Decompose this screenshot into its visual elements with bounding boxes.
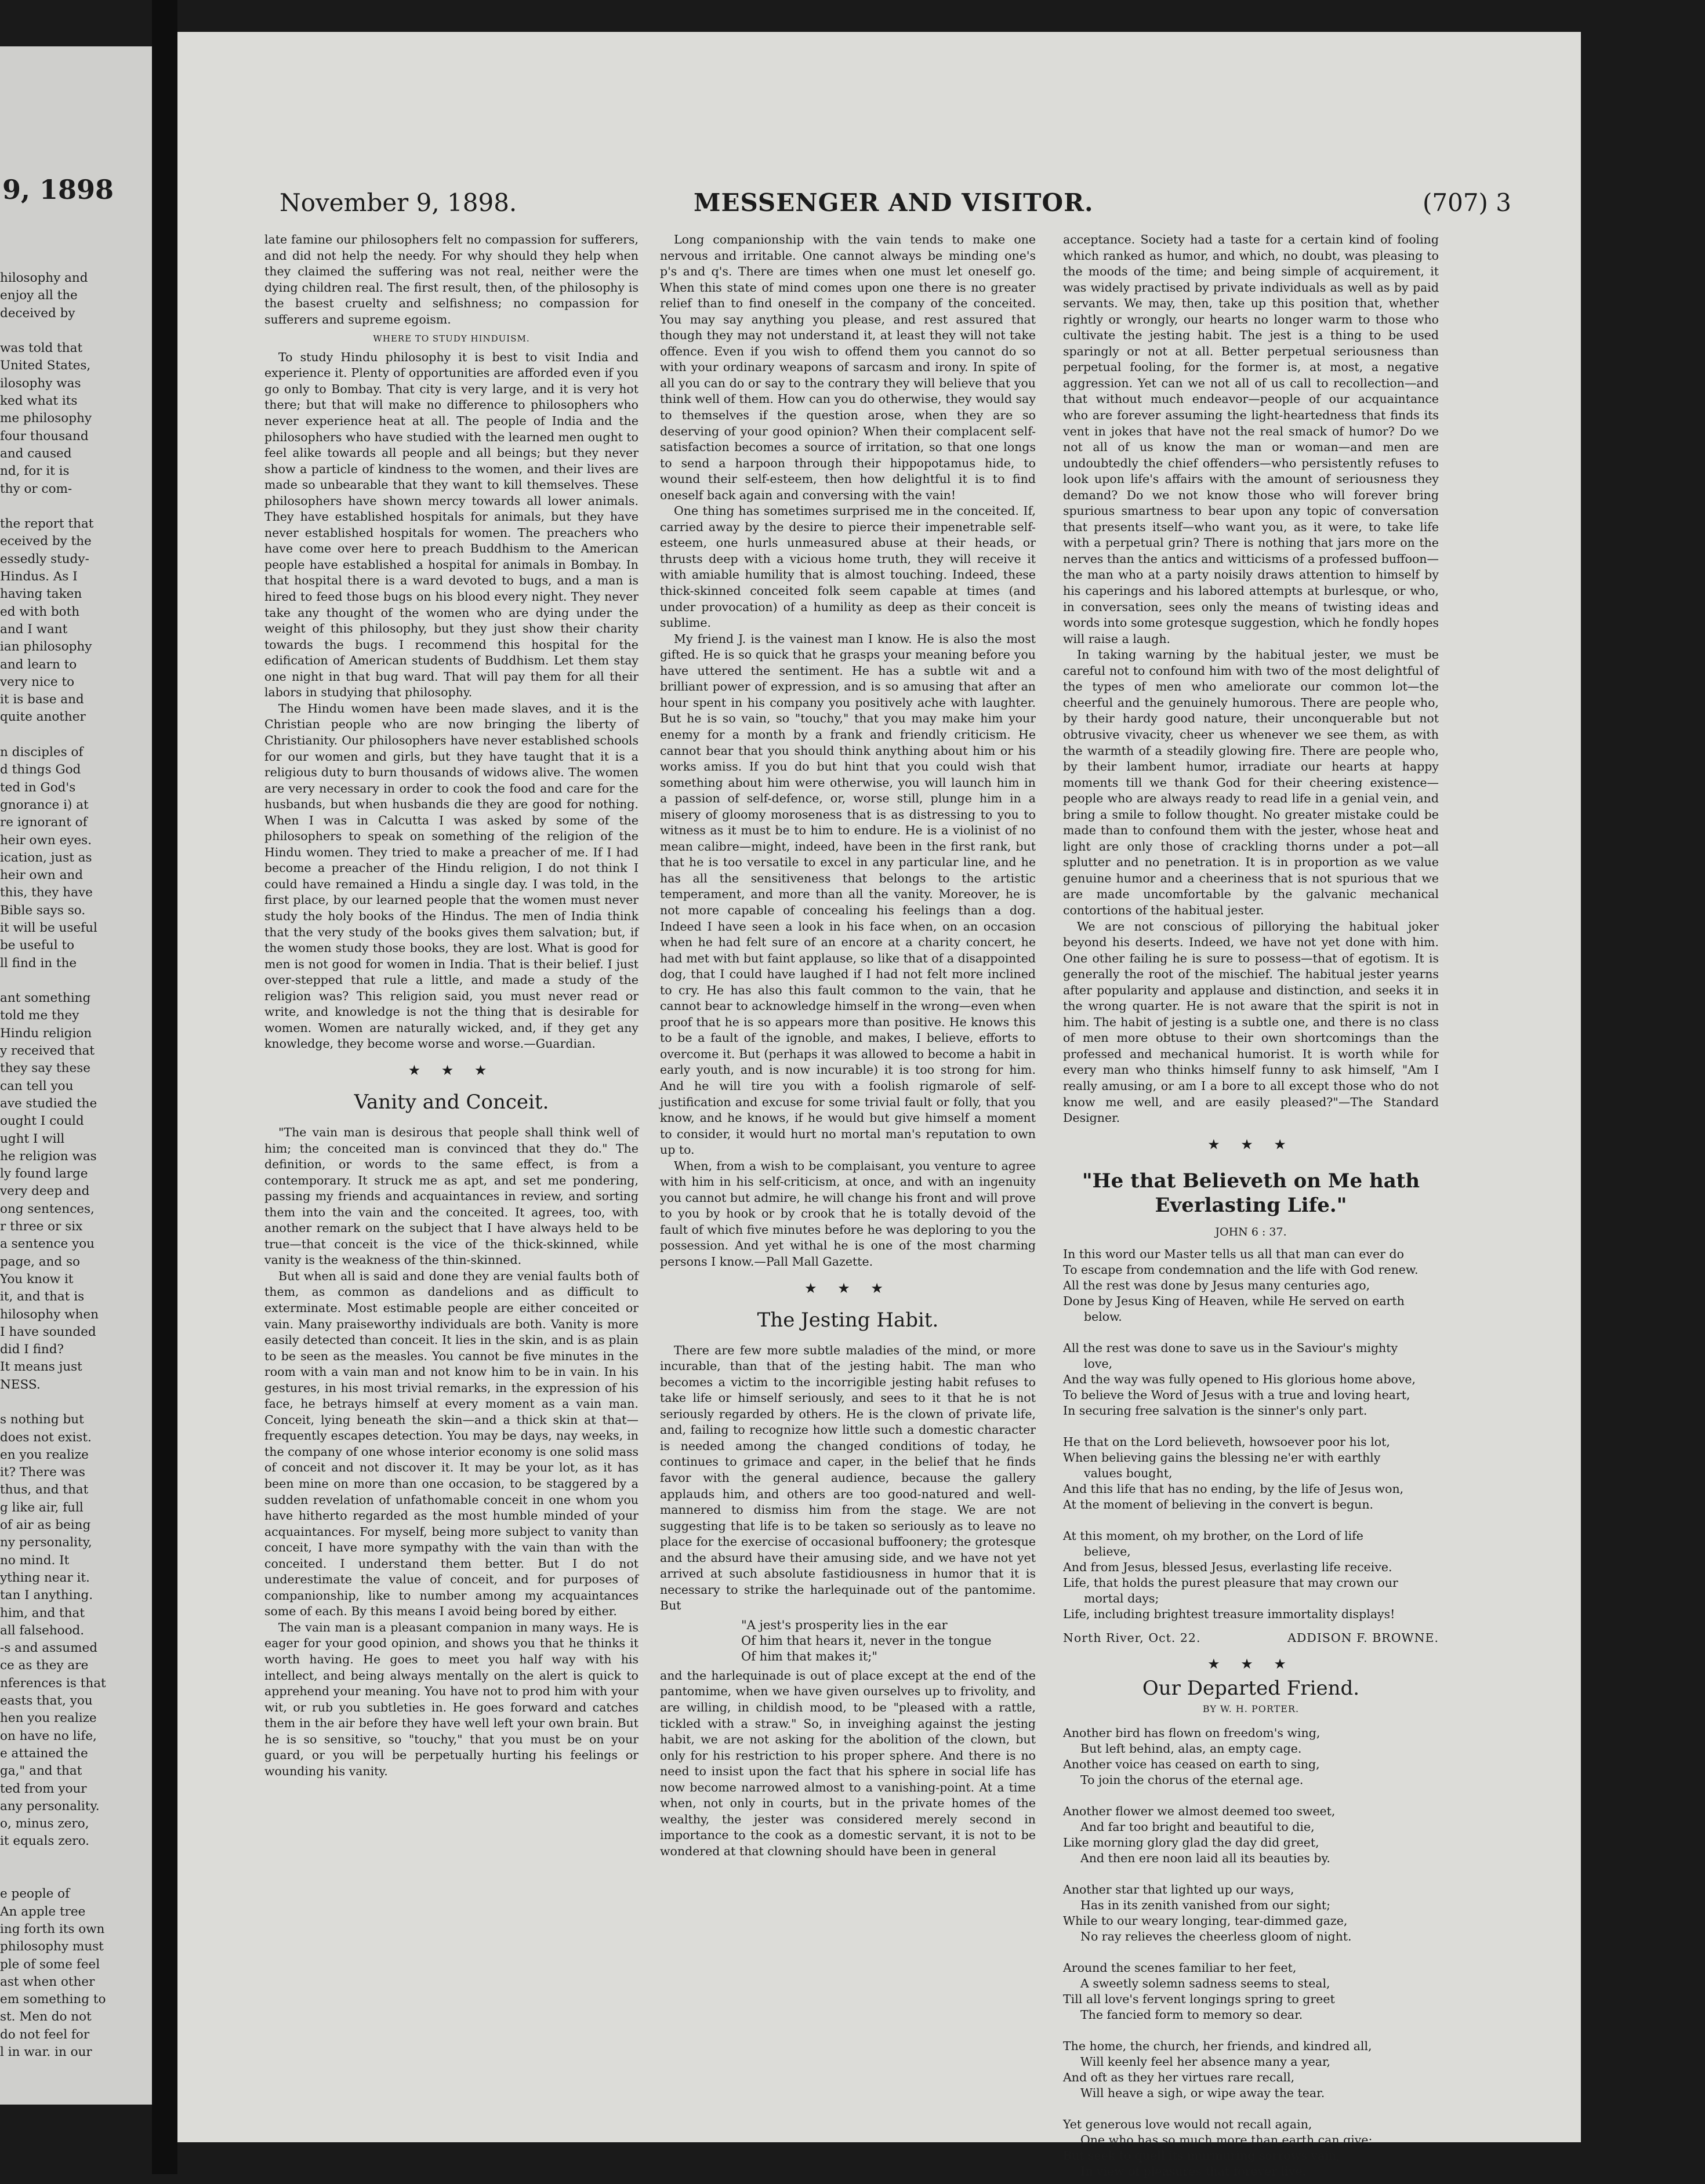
text-line: r three or six [0,1219,83,1234]
text-line: believe, [1084,1544,1131,1558]
text-line: philosophy must [0,1939,104,1954]
book-gutter [152,0,177,2174]
paragraph: and the harlequinade is out of place except at the end of the pantomime, when we have given ourselves up to frivolity, and are willing, in childish mood, to be "pleased with a rattle, tickled with a straw." So, in inveighing against the jesting habit, we are not asking for the abolition of the clown, but only for his restriction to his proper sphere. And there is no need to insist upon the fact that his sphere in social life has now become narrowed almost to a vanishing-point. At a time when, not only in courts, but in the private homes of the wealthy, the jester was considered merely second in importance to the cook as a domestic servant, it is not to be wondered at that clowning should have been in general [660,1668,1036,1858]
paragraph: "The vain man is desirous that people shall think well of him; the conceited man is convinced that they do." The definition, or words to the same effect, is from a contemporary. It struck me as apt, and set me pondering, passing my friends and acquaintances in review, and sorting them into the vain and the conceited. It agrees, too, with another remark on the subject that I have always held to be true—that conceit is the vice of the thick-skinned, while vanity is the weakness of the thin-skinned. [264,1125,639,1267]
hymn-text [1063,1247,1439,1622]
text-line [1063,1513,1439,1528]
text-line: very deep and [0,1184,90,1199]
text-line: All the rest was done by Jesus many centuries ago, [1063,1278,1370,1292]
text-line [1063,1788,1439,1804]
text-line: be useful to [0,938,75,953]
text-line: ian philosophy [0,639,92,655]
text-line: love, [1084,1356,1113,1371]
text-line: ll find in the [0,955,77,971]
place-date: North River, Oct. 22. [1063,1630,1201,1645]
text-line: He that on the Lord believeth, howsoever poor his lot, [1063,1434,1390,1449]
text-line: very nice to [0,674,75,689]
text-line: tan I anything. [0,1588,93,1603]
text-line: But seek to quell its murmuring sorrows vain, [1063,2148,1340,2163]
text-line: do not feel for [0,2027,90,2042]
text-line: ed with both [0,604,80,619]
text-line: ted from your [0,1781,87,1796]
text-line [1063,2023,1439,2038]
text-line: told me they [0,1008,79,1023]
text-line [1063,1419,1439,1434]
paragraph: To study Hindu philosophy it is best to visit India and experience it. Plenty of opportunities are afforded even if you go only to Bombay. That city is very large, and it is very hot there; but that will make no difference to philosophers who never experience heat at all. The people of India and the philosophers who have studied with the learned men ought to feel alike towards all people and all beings; but they never show a particle of kindness to the women, and their lives are made so unbearable that they want to kill themselves. These philosophers have shown mercy towards all lower animals. They have established hospitals for animals, but they have never established hospitals for women. The preachers who have come over here to preach Buddhism to the American people have established a hospital for animals in Bombay. In that hospital there is a ward devoted to bugs, and a man is hired to feed those bugs on his blood every night. They never take any thought of the women who are dying under the weight of this philosophy, but they just show their charity towards the bugs. I recommend this hospital for the edification of American students of Buddhism. Let them stay one night in that bug ward. That will pay them for all their labors in studying that philosophy. [264,350,639,700]
page-number: (707) 3 [1422,188,1511,217]
column-1 [264,232,639,1779]
text-line: To join the chorus of the eternal age. [1080,1772,1304,1787]
quote-line: Of him that makes it;" [741,1649,878,1663]
article-heading: "He that Believeth on Me hath Everlasting Life." [1082,1169,1420,1218]
text-line: gnorance i) at [0,797,89,812]
ornament-divider: ★ ★ ★ [408,1062,495,1078]
text-line: the report that [0,517,94,532]
text-line [1063,1325,1439,1340]
ornament-divider: ★ ★ ★ [1207,1656,1294,1673]
paragraph: My friend J. is the vainest man I know. He is also the most gifted. He is so quick that he grasps your meaning before you have uttered the sentiment. He has a subtle wit and a brilliant power of expression, and is so amusing that after an hour spent in his company you positively ache with laughter. But he is so vain, so "touchy," that you may make him your enemy for a month by a frank and friendly criticism. He cannot bear that you should think anything about him or his works amiss. If you do but hint that you could wish that something about him were otherwise, you will launch him in a passion of self-defence, or, worse still, plunge him in a misery of gloomy moroseness that is as distressing to you to witness as it must be to him to endure. He is a violinist of no mean calibre—might, indeed, have been in the first rank, but that he is too versatile to excel in any particular line, and he has all the sensitiveness that belongs to the artistic temperament, and more than all the vanity. Moreover, he is not more capable of concealing his feelings than a dog. Indeed I have seen a look in his face when, on an occasion when he had felt sure of an encore at a charity concert, he had met with but faint applause, so like that of a disappointed dog, that I could have laughed if I had not felt more inclined to cry. He has also this fault common to the vain, that he cannot bear to acknowledge himself in the wrong—even when proof that he is so appears more than positive. He knows this to be a fault of the ignoble, and makes, I believe, efforts to overcome it. But (perhaps it was allowed to become a habit in early youth, and is now incurable) it is too strong for him. And he will tire you with a foolish rigmarole of self-justification and excuse for some trivial fault or folly, that you know, and he knows, if he would but give himself a moment to consider, it would hurt no mortal man's reputation to own up to. [660,631,1036,1157]
text-line: ny personality, [0,1535,92,1550]
text-line: ce as they are [0,1658,89,1673]
text-line: this, they have [0,885,93,900]
text-line: ple of some feel [0,1957,100,1972]
text-line: easts that, you [0,1694,93,1709]
text-line: and learn to [0,657,77,672]
text-line: ilosophy was [0,376,81,391]
text-line: In view of pleasures that forever live. [1080,2164,1306,2178]
text-line: At the moment of believing in the convert is begun. [1063,1497,1374,1511]
text-line: Has in its zenith vanished from our sight; [1080,1898,1331,1912]
text-line: page, and so [0,1254,80,1269]
quote-line: "A jest's prosperity lies in the ear [741,1618,948,1632]
text-line: and I want [0,622,68,637]
text-line: heir own and [0,868,84,883]
text-line: At this moment, oh my brother, on the Lord of life [1063,1528,1363,1543]
text-line: No ray relieves the cheerless gloom of night. [1080,1929,1352,1943]
text-line: Another voice has ceased on earth to sing, [1063,1757,1320,1771]
text-line: Another bird has flown on freedom's wing, [1063,1725,1321,1740]
text-line: ast when other [0,1974,95,1989]
text-line: And far too bright and beautiful to die, [1080,1819,1315,1834]
text-line: Life, that holds the purest pleasure that may crown our [1063,1575,1398,1590]
text-line: ought I could [0,1114,84,1129]
paragraph: We are not conscious of pillorying the habitual joker beyond his deserts. Indeed, we have not yet done with him. One other failing he is sure to possess—that of egotism. It is generally the root of the mischief. The habitual jester yearns after popularity and applause and distinction, and seeks it in the wrong quarter. He is not aware that the spirit is not in him. The habit of jesting is a subtle one, and there is no class of men more obtuse to their own shortcomings than the professed and mechanical humorist. It is worth while for every man who thinks himself funny to ask himself, "Am I really amusing, or am I a bore to all except those who do not know me well, and are easily pleased?"—The Standard Designer. [1063,919,1439,1125]
text-line: e people of [0,1887,70,1902]
text-line [0,1868,145,1885]
text-line: And then ere noon laid all its beauties by. [1080,1851,1330,1865]
text-line: ted in God's [0,780,76,795]
paragraph: The vain man is a pleasant companion in many ways. He is eager for your good opinion, and shows you that he thinks it worth having. He goes to meet you half way with his intellect, and being always mentally on the alert is quick to apprehend your meaning. You have not to prod him with your wit, or rub you subtleties in. He goes forward and catches them in the air before they have well left your own brain. But he is so sensitive, so "touchy," that you must be on your guard, or you will be perpetually hurting his feelings or wounding his vanity. [264,1620,639,1778]
text-line: You know it [0,1271,74,1287]
text-line: it is base and [0,692,84,707]
text-line: To escape from condemnation and the life with God renew. [1063,1262,1419,1277]
text-line: An apple tree [0,1904,86,1919]
text-line: four thousand [0,428,89,444]
text-line: was told that [0,341,83,356]
paragraph: But when all is said and done they are venial faults both of them, as common as dandelions and as difficult to exterminate. Most estimable people are either conceited or vain. Many praiseworthy individuals are both. Vanity is more easily detected than conceit. It lies in the skin, and is as plain to be seen as the measles. You cannot be five minutes in the room with a vain man and not know him to be in vain. In his gestures, in his most trivial remarks, in the expression of his face, he betrays himself at every moment as a vain man. Conceit, lying beneath the skin—and a thick skin at that—frequently escapes detection. You may be days, nay weeks, in the company of one whose interior economy is one solid mass of conceit and not discover it. It may be your lot, as it has been mine on more than one occasion, to be staggered by a sudden revelation of unfathomable conceit in one whom you have hitherto regarded as the most humble minded of your acquaintances. For myself, being more subject to vanity than conceit, I have more sympathy with the vain than with the conceited. I understand them better. But I do not underestimate the value of conceit, and for purposes of companionship, like to number among my acquaintances some of each. By this means I avoid being bored by either. [264,1269,639,1619]
text-line: any personality. [0,1798,100,1814]
text-line: And from Jesus, blessed Jesus, everlasting life receive. [1063,1560,1392,1574]
text-line: United States, [0,358,91,373]
text-line: In this word our Master tells us all that man can ever do [1063,1247,1404,1261]
facing-page-header: 9, 1898 [2,174,114,205]
ornament-divider: ★ ★ ★ [1207,1136,1294,1153]
paragraph: The Hindu women have been made slaves, and it is the Christian people who are now bringing the liberty of Christianity. Our philosophers have never established schools for our women and girls, but they have taught that it is a religious duty to burn thousands of widows alive. The women are very necessary in order to cook the food and care for the husbands, but when husbands die they are good for nothing. When I was in Calcutta I was asked by some of the philosophers to speak on something of the religion of the Hindu women. They tried to make a preacher of me. If I had become a preacher of the Hindu religion, I do not think I could have remained a Hindu a single day. I was told, in the first place, by our learned people that the women must never study the holy books of the Hindus. The men of India think that the very study of the books gives them salvation; but, if the women study those books, they are lost. What is good for men is not good for women in India. That is their belief. I just over-stepped that rule a little, and made a study of the religion was? This religion said, you must never read or write, and knowledge is not the thing that is desirable for women. Women are naturally wicked, and, if they get any knowledge, they become worse and worse.—Guardian. [264,701,639,1051]
article-heading: The Jesting Habit. [757,1309,939,1332]
text-line: Like morning glory glad the day did greet, [1063,1835,1319,1849]
facing-page-fragment [0,46,152,2105]
text-line: Bible says so. [0,903,86,918]
text-line: In securing free salvation is the sinner's only part. [1063,1403,1367,1418]
paragraph: In taking warning by the habitual jester, we must be careful not to confound him with two of the most delightful of the types of men who ameliorate our common lot—the cheerful and the genuinely humorous. There are people who, by their hardy good nature, their unconquerable but not obtrusive vivacity, cheer us whenever we see them, as with the warmth of a steadily glowing fire. There are people who, by their lambent humor, irradiate our hearts at happy moments till we thank God for their cheering existence—people who are always ready to read life in a genial vein, and bring a smile to follow thought. No greater mistake could be made than to confound them with the jester, whose heat and light are only those of crackling thorns under a pot—all splutter and no penetration. It is in proportion as we value genuine humor and a cheeriness that is not spurious that we are made uncomfortable by the galvanic mechanical contortions of the habitual jester. [1063,648,1439,917]
paragraph: One thing has sometimes surprised me in the conceited. If, carried away by the desire to pierce their impenetrable self-esteem, one hurls unmeasured abuse at their heads, or thrusts deep with a vicious home truth, they will receive it with amiable humility that is almost touching. Indeed, these thick-skinned conceited folk seem capable at times (and under provocation) of a humility as deep as their conceit is sublime. [660,504,1036,630]
text-line: can tell you [0,1078,74,1093]
text-line: thus, and that [0,1482,89,1498]
text-line [1063,2101,1439,2117]
text-line: ga," and that [0,1764,82,1779]
article-heading: Our Departed Friend. [1142,1676,1360,1700]
text-line: ing forth its own [0,1921,105,1936]
text-line: below. [1084,1309,1122,1324]
text-line: o, minus zero, [0,1816,89,1831]
text-line: quite another [0,710,86,725]
paragraph: There are few more subtle maladies of the mind, or more incurable, than that of the jesting habit. The man who becomes a victim to the incorrigible jesting habit refuses to take life or himself seriously, and sees to it that he is not seriously regarded by others. He is the clown of private life, and, failing to recognize how little such a domestic character is needed among the changed conditions of today, he continues to grimace and caper, in the belief that he finds favor with the general audience, because the gallery applauds him, and others are too good-natured and well-mannered to dismiss him from the stage. We are not suggesting that life is to be taken so seriously as to leave no place for the exercise of occasional buffoonery; the grotesque and the absurd have their amusing side, and we have not yet arrived at such absolute fastidiousness in humor that it is necessary to strike the harlequinade out of the pantomime. But [660,1343,1036,1613]
article-heading: Vanity and Conceit. [354,1091,549,1114]
text-line: g like air, full [0,1500,84,1515]
text-line: mortal days; [1084,1591,1159,1605]
text-line: heir own eyes. [0,833,92,848]
text-line: I have sounded [0,1324,96,1339]
text-line: Life, including brightest treasure immortality displays! [1063,1607,1395,1621]
scripture-reference: JOHN 6 : 37. [1215,1226,1287,1239]
quote-line: Of him that hears it, never in the tongue [741,1633,992,1648]
text-line: and caused [0,446,72,461]
page-header [177,188,1581,223]
text-line: ave studied the [0,1096,97,1111]
text-line: a sentence you [0,1237,95,1252]
text-line: ught I will [0,1131,65,1146]
text-line: values bought, [1084,1466,1173,1480]
text-line: hilosophy when [0,1307,99,1322]
text-line: him, and that [0,1605,85,1620]
text-line: me philosophy [0,411,92,426]
text-line: it equals zero. [0,1834,89,1849]
text-line [1063,1945,1439,1960]
text-line: Yet generous love would not recall again, [1063,2117,1312,2131]
paragraph: Long companionship with the vain tends to make one nervous and irritable. One cannot always be minding one's p's and q's. There are times when one must let oneself go. When this state of mind comes upon one there is no greater relief than to find oneself in the company of the conceited. You may say anything you please, and rest assured that though they may not understand it, at least they will not take offence. Even if you wish to offend them you cannot do so with your ordinary weapons of sarcasm and irony. In spite of all you can do or say to the contrary they will believe that you think well of them. How can you do otherwise, they would say to themselves if the question arose, when they are so deserving of your good opinion? When their complacent self-satisfaction becomes a source of irritation, so that one longs to send a harpoon through their hippopotamus hide, to wound their self-esteem, then how delightful it is to find oneself back again and conversing with the vain! [660,232,1036,502]
text-line: NESS. [0,1377,41,1392]
text-line: does not exist. [0,1430,92,1445]
text-line: all falsehood. [0,1623,85,1638]
text-line: Around the scenes familiar to her feet, [1063,1960,1297,1975]
column-2 [660,232,1036,1860]
text-line: ly found large [0,1167,88,1182]
masthead-title: MESSENGER AND VISITOR. [694,188,1094,217]
text-line: nferences is that [0,1676,106,1691]
text-line [0,972,145,990]
text-line: And oft as they her virtues rare recall, [1063,2070,1295,2084]
signature-line [1063,1630,1439,1647]
text-line: ong sentences, [0,1201,95,1216]
text-line: re ignorant of [0,815,88,830]
text-line: it, and that is [0,1289,85,1304]
text-line [0,498,145,515]
header-date: November 9, 1898. [280,188,517,217]
text-line: But left behind, alas, an empty cage. [1080,1741,1302,1756]
paragraph: acceptance. Society had a taste for a certain kind of fooling which ranked as humor, and which, no doubt, was pleasing to the moods of the time; and being simple of acquirement, it was widely practised by private individuals as well as by paid servants. We may, then, take up this position that, whether rightly or wrongly, our hearts no longer warm to those who cultivate the jesting habit. The jest is a thing to be used sparingly or not at all. Better perpetual seriousness than perpetual fooling, for the former is, at most, a negative aggression. Yet can we not all of us call to recollection—and that without much endeavor—people of our acquaintance who are forever assuming the light-heartedness that finds its vent in jokes that have not the real smack of humor? Do we not all of us know the man or woman—and men are undoubtedly the chief offenders—who persistently refuses to look upon life's affairs with the amount of seriousness they demand? Do we not know those who will forever bring spurious smartness to bear upon any topic of conversation that presents itself—who want you, as it were, to take life with a perpetual grin? There is nothing that jars more on the nerves than the antics and witticisms of a professed buffoon—the man who at a party noisily draws attention to himself by his caperings and his labored attempts at burlesque, or who, in conversation, sees only the means of twisting ideas and words into some grotesque suggestion, which he fondly hopes will raise a laugh. [1063,232,1439,646]
text-line: he religion was [0,1149,97,1164]
text-line: eceived by the [0,534,92,549]
text-line: One who has so much more than earth can give; [1080,2132,1373,2147]
text-line: did I find? [0,1342,64,1357]
text-line [0,726,145,744]
text-line: on have no life, [0,1728,97,1743]
poem-text [1063,1725,1439,2179]
facing-page-text [0,270,145,2061]
text-line: ked what its [0,394,78,409]
text-line: no mind. It [0,1553,70,1568]
text-line: they say these [0,1061,90,1076]
text-line [0,1851,145,1868]
text-line: enjoy all the [0,288,78,303]
text-line: -s and assumed [0,1641,98,1656]
text-line: hilosophy and [0,271,88,285]
text-line [0,1394,145,1411]
text-line: The fancied form to memory so dear. [1080,2007,1303,2022]
text-line: Another star that lighted up our ways, [1063,1882,1294,1896]
text-line: deceived by [0,306,75,321]
paragraph: When, from a wish to be complaisant, you venture to agree with him in his self-criticism, at once, and with an ingenuity you cannot but admire, he will change his front and will prove to you by hook or by crook that he is totally devoid of the fault of which five minutes before he was deploring to you the possession. And yet withal he is one of the most charming persons I know.—Pall Mall Gazette. [660,1158,1036,1269]
text-line: st. Men do not [0,2009,92,2025]
text-line: essedly study- [0,551,89,566]
text-line: having taken [0,587,82,602]
text-line: Till all love's fervent longings spring to greet [1063,1992,1335,2006]
text-line: Will heave a sigh, or wipe away the tear. [1080,2085,1325,2100]
text-line: Done by Jesus King of Heaven, while He served on earth [1063,1293,1405,1308]
byline: BY W. H. PORTER. [1202,1703,1300,1715]
text-line: ything near it. [0,1570,90,1585]
text-line: Will keenly feel her absence many a year, [1080,2054,1331,2069]
text-line: e attained the [0,1746,88,1761]
text-line: Hindus. As I [0,569,78,584]
text-line: ant something [0,991,91,1006]
text-line [1063,1866,1439,1882]
text-line: The home, the church, her friends, and kindred all, [1063,2038,1372,2053]
text-line: em something to [0,1992,106,2007]
text-line: thy or com- [0,481,72,496]
paragraph: late famine our philosophers felt no compassion for sufferers, and did not help the needy. For why should they help when they claimed the suffering was not real, neither were the dying children real. The first result, then, of the philosophy is the basest cruelty and selfishness; no compassion for sufferers and supreme egoism. [264,232,639,326]
text-line: it? There was [0,1465,85,1480]
text-line: of air as being [0,1518,91,1533]
text-line: l in war. in our [0,2044,92,2059]
text-line: en you realize [0,1447,89,1462]
text-line: While to our weary longing, tear-dimmed gaze, [1063,1913,1348,1928]
text-line: s nothing but [0,1412,84,1427]
text-line: And this life that has no ending, by the life of Jesus won, [1063,1481,1404,1496]
text-line [0,322,145,340]
text-line: It means just [0,1360,82,1375]
text-line: n disciples of [0,745,84,760]
text-line: And the way was fully opened to His glorious home above, [1063,1372,1416,1386]
newspaper-page [177,32,1581,2178]
text-line: y received that [0,1044,95,1059]
text-line: nd, for it is [0,464,70,479]
text-line: hen you realize [0,1711,97,1726]
ornament-divider: ★ ★ ★ [804,1280,891,1296]
section-subheading: WHERE TO STUDY HINDUISM. [373,333,530,344]
text-line: Hindu religion [0,1026,92,1041]
text-line: To believe the Word of Jesus with a true and loving heart, [1063,1387,1410,1402]
text-line: When believing gains the blessing ne'er with earthly [1063,1450,1381,1465]
verse-quotation [741,1618,1036,1665]
column-3 [1063,232,1439,2184]
author-name: ADDISON F. BROWNE. [1287,1630,1439,1645]
text-line: A sweetly solemn sadness seems to steal, [1080,1976,1330,1990]
text-line: it will be useful [0,920,97,935]
text-line: ication, just as [0,850,92,865]
text-line: d things God [0,762,81,777]
text-line: Another flower we almost deemed too sweet, [1063,1804,1336,1818]
text-line: All the rest was done to save us in the Saviour's mighty [1063,1340,1398,1355]
